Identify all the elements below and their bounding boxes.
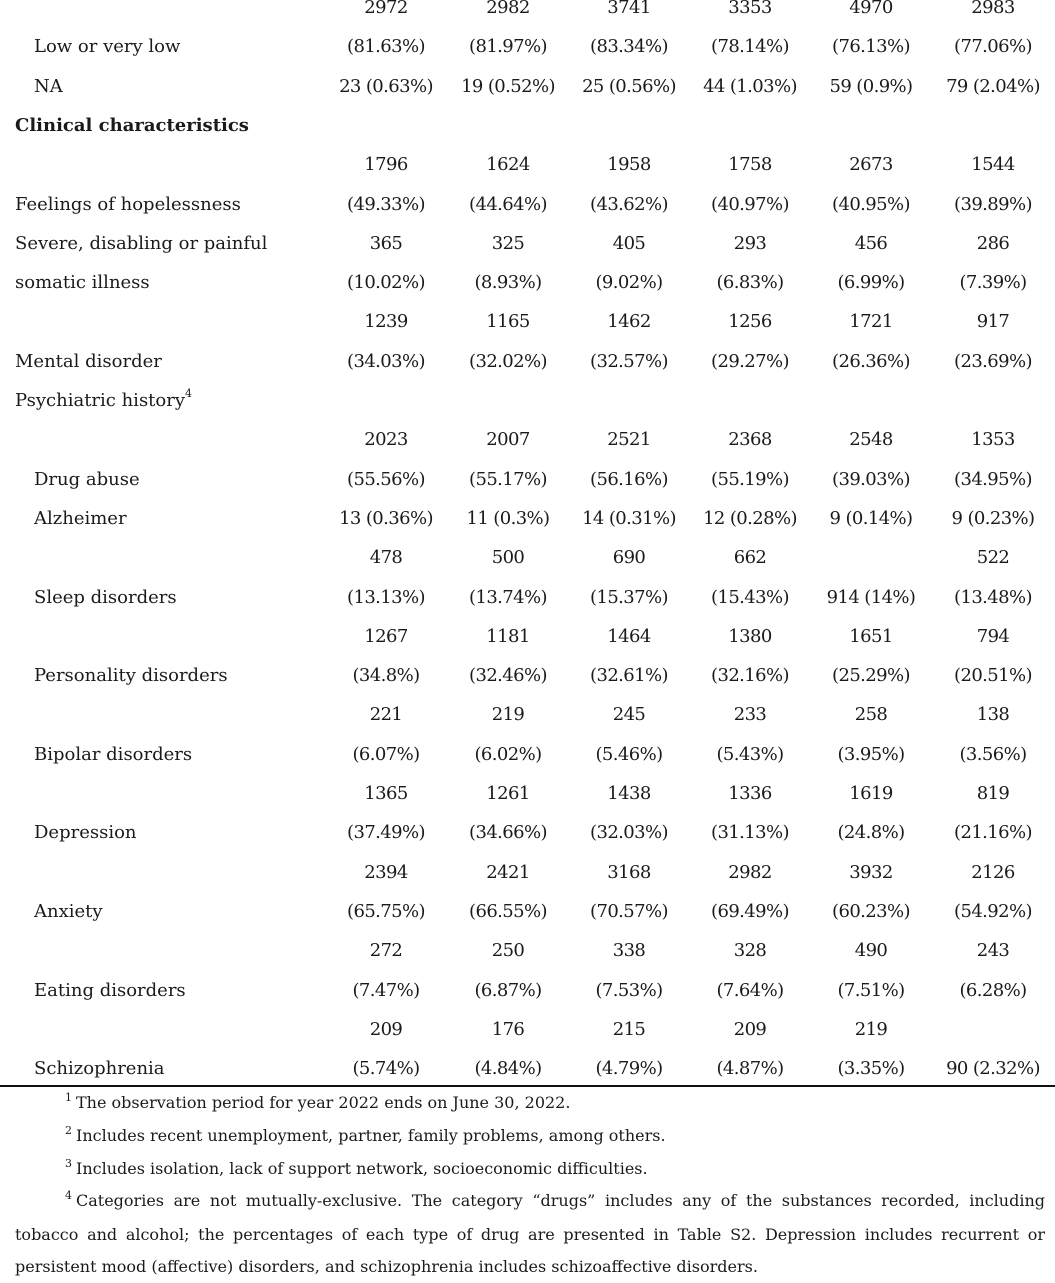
row-label-text: Feelings of hopelessness <box>15 193 241 215</box>
table-cell: 522 <box>976 547 1010 569</box>
table-cell: (15.37%) <box>590 586 668 608</box>
table-cell: (7.51%) <box>837 979 905 1001</box>
table-row <box>0 185 1055 224</box>
row-label <box>15 263 150 302</box>
table-cell: (5.43%) <box>716 743 784 765</box>
table-row <box>0 853 1055 892</box>
footnote-text: Categories are not mutually-exclusive. The category “drugs” includes any of the substances recorded, including tobacco and alcohol; the percentages of each type of drug are presented in Table S2. Depression includes recurrent or persistent mood (affective) disorders, and schizophrenia includes schizoaffective disorders. <box>15 1191 1045 1276</box>
table-cell: 1239 <box>364 311 408 333</box>
table-cell: 243 <box>976 940 1010 962</box>
table-row <box>0 1049 1055 1088</box>
table-cell: 258 <box>854 704 888 726</box>
row-label <box>34 27 180 66</box>
footnote-text: Includes recent unemployment, partner, family problems, among others. <box>76 1126 666 1145</box>
footnote-2 <box>65 1119 666 1154</box>
row-label-text: Schizophrenia <box>34 1058 165 1080</box>
table-cell: (3.35%) <box>837 1058 905 1080</box>
table-cell: 3168 <box>607 861 651 883</box>
table-cell: (34.95%) <box>954 468 1032 490</box>
table-row <box>0 735 1055 774</box>
table-cell: (77.06%) <box>954 36 1032 58</box>
table-cell: 2023 <box>364 429 408 451</box>
table-cell: 917 <box>976 311 1010 333</box>
row-label-text: NA <box>34 75 63 97</box>
table-row <box>0 420 1055 459</box>
table-cell: (13.74%) <box>469 586 547 608</box>
table-cell: (21.16%) <box>954 822 1032 844</box>
table-cell: (32.03%) <box>590 822 668 844</box>
table-cell: 2368 <box>728 429 772 451</box>
footnote-marker: 2 <box>65 1124 72 1137</box>
table-cell: (49.33%) <box>347 193 425 215</box>
table-cell: (76.13%) <box>832 36 910 58</box>
row-label-text: Drug abuse <box>34 468 140 490</box>
row-label <box>15 224 267 263</box>
table-cell: (4.79%) <box>595 1058 663 1080</box>
row-label-text: Anxiety <box>34 900 103 922</box>
table-cell: 245 <box>612 704 646 726</box>
table-cell: 176 <box>491 1018 525 1040</box>
table-cell: (34.8%) <box>352 665 420 687</box>
row-label <box>15 342 162 381</box>
table-cell: 12 (0.28%) <box>703 507 797 529</box>
table-cell: (34.66%) <box>469 822 547 844</box>
table-cell: (40.97%) <box>711 193 789 215</box>
table-cell: 1267 <box>364 625 408 647</box>
row-label <box>34 499 127 538</box>
table-cell: 1336 <box>728 783 772 804</box>
footnote-text: Includes isolation, lack of support network, socioeconomic difficulties. <box>76 1159 648 1178</box>
row-label <box>15 185 241 224</box>
table-cell: 1958 <box>607 154 651 176</box>
table-cell: 23 (0.63%) <box>339 75 433 97</box>
table-row <box>0 774 1055 813</box>
table-cell: (60.23%) <box>832 900 910 922</box>
table-cell: (6.28%) <box>959 979 1027 1001</box>
table-cell: (6.99%) <box>837 272 905 294</box>
table-row <box>0 0 1055 27</box>
table-cell: (25.29%) <box>832 665 910 687</box>
row-label-text: Eating disorders <box>34 979 186 1001</box>
table-cell: (44.64%) <box>469 193 547 215</box>
table-row <box>0 342 1055 381</box>
table-cell: 138 <box>976 704 1010 726</box>
table-cell: 4970 <box>849 0 893 18</box>
table-cell: 25 (0.56%) <box>582 75 676 97</box>
table-cell: (15.43%) <box>711 586 789 608</box>
table-cell: (34.03%) <box>347 350 425 372</box>
table-row <box>0 931 1055 970</box>
table-row <box>0 617 1055 656</box>
row-label <box>34 892 103 931</box>
table-cell: 2394 <box>364 861 408 883</box>
table-cell: 1462 <box>607 311 651 333</box>
table-cell: 490 <box>854 940 888 962</box>
row-label-text: Mental disorder <box>15 350 162 372</box>
table-cell: (7.47%) <box>352 979 420 1001</box>
footnote-reference: 4 <box>185 387 193 400</box>
table-cell: 1464 <box>607 625 651 647</box>
table-cell: 3353 <box>728 0 772 18</box>
table-cell: 2548 <box>849 429 893 451</box>
table-row <box>0 1010 1055 1049</box>
table-cell: 794 <box>976 625 1010 647</box>
table-cell: 79 (2.04%) <box>946 75 1040 97</box>
table-cell: (70.57%) <box>590 900 668 922</box>
table-cell: (37.49%) <box>347 822 425 844</box>
table-cell: 2982 <box>486 0 530 18</box>
table-cell: 456 <box>854 232 888 254</box>
table-cell: (32.16%) <box>711 665 789 687</box>
table-cell: 1544 <box>971 154 1015 176</box>
table-cell: 11 (0.3%) <box>466 507 550 529</box>
table-cell: 90 (2.32%) <box>946 1058 1040 1080</box>
table-cell: (39.03%) <box>832 468 910 490</box>
table-cell: (6.07%) <box>352 743 420 765</box>
table-row <box>0 813 1055 852</box>
table-cell: (83.34%) <box>590 36 668 58</box>
footnote-4 <box>15 1185 1045 1283</box>
table-cell: 2421 <box>486 861 530 883</box>
table-cell: 1181 <box>486 625 530 647</box>
table-cell: 1438 <box>607 783 651 804</box>
table-cell: 2673 <box>849 154 893 176</box>
row-label-text: somatic illness <box>15 272 150 294</box>
table-cell: 2126 <box>971 861 1015 883</box>
footnote-marker: 4 <box>65 1189 72 1202</box>
row-label <box>34 656 228 695</box>
table-cell: 233 <box>733 704 767 726</box>
table-cell: (7.53%) <box>595 979 663 1001</box>
table-cell: 250 <box>491 940 525 962</box>
table-cell: 405 <box>612 232 646 254</box>
table-cell: 14 (0.31%) <box>582 507 676 529</box>
table-cell: (24.8%) <box>837 822 905 844</box>
table-row <box>0 263 1055 302</box>
table-cell: 219 <box>854 1018 888 1040</box>
table-cell: 19 (0.52%) <box>461 75 555 97</box>
table-row <box>0 499 1055 538</box>
table-cell: (6.83%) <box>716 272 784 294</box>
table-cell: (56.16%) <box>590 468 668 490</box>
table-cell: (31.13%) <box>711 822 789 844</box>
table-cell: 1796 <box>364 154 408 176</box>
table-cell: (32.46%) <box>469 665 547 687</box>
table-cell: (40.95%) <box>832 193 910 215</box>
table-cell: 914 (14%) <box>826 586 916 608</box>
table-cell: 325 <box>491 232 525 254</box>
table-row <box>0 971 1055 1010</box>
table-cell: 819 <box>976 783 1010 804</box>
table-cell: (55.17%) <box>469 468 547 490</box>
table-cell: 328 <box>733 940 767 962</box>
table-row <box>0 695 1055 734</box>
table-row <box>0 224 1055 263</box>
table-cell: (3.56%) <box>959 743 1027 765</box>
row-label <box>34 971 186 1010</box>
table-cell: 44 (1.03%) <box>703 75 797 97</box>
table-cell: 219 <box>491 704 525 726</box>
table-row <box>0 27 1055 66</box>
table-cell: (55.19%) <box>711 468 789 490</box>
table-cell: (43.62%) <box>590 193 668 215</box>
table-cell: (32.61%) <box>590 665 668 687</box>
footnote-text: The observation period for year 2022 ends on June 30, 2022. <box>76 1093 571 1112</box>
table-row <box>0 145 1055 184</box>
table-cell: 338 <box>612 940 646 962</box>
table-cell: 1721 <box>849 311 893 333</box>
table-row <box>0 106 1055 145</box>
table-cell: 215 <box>612 1018 646 1040</box>
table-cell: (8.93%) <box>474 272 542 294</box>
table-cell: (7.64%) <box>716 979 784 1001</box>
table-cell: (23.69%) <box>954 350 1032 372</box>
table-cell: 1619 <box>849 783 893 804</box>
table-cell: 2521 <box>607 429 651 451</box>
table-cell: 286 <box>976 232 1010 254</box>
table-cell: 209 <box>733 1018 767 1040</box>
table-cell: 1353 <box>971 429 1015 451</box>
table-cell: 3932 <box>849 861 893 883</box>
table-cell: (54.92%) <box>954 900 1032 922</box>
row-label-text: Severe, disabling or painful <box>15 232 268 254</box>
table-row <box>0 67 1055 106</box>
row-label-text: Low or very low <box>34 36 181 58</box>
row-label <box>34 1049 165 1088</box>
table-cell: (9.02%) <box>595 272 663 294</box>
table-cell: (55.56%) <box>347 468 425 490</box>
table-cell: 293 <box>733 232 767 254</box>
table-cell: 272 <box>369 940 403 962</box>
table-cell: 9 (0.14%) <box>829 507 913 529</box>
table-cell: (32.02%) <box>469 350 547 372</box>
row-label <box>34 813 137 852</box>
row-label <box>34 67 63 106</box>
table-cell: (3.95%) <box>837 743 905 765</box>
table-cell: (20.51%) <box>954 665 1032 687</box>
table-cell: 500 <box>491 547 525 569</box>
table-cell: (5.74%) <box>352 1058 420 1080</box>
table-cell: 1365 <box>364 783 408 804</box>
footnote-marker: 1 <box>65 1091 72 1104</box>
table-cell: (4.87%) <box>716 1058 784 1080</box>
table-cell: 1380 <box>728 625 772 647</box>
table-cell: (7.39%) <box>959 272 1027 294</box>
table-cell: (66.55%) <box>469 900 547 922</box>
table-row <box>0 656 1055 695</box>
table-cell: 3741 <box>607 0 651 18</box>
table-cell: 2983 <box>971 0 1015 18</box>
footnote-marker: 3 <box>65 1157 72 1170</box>
table-cell: (6.02%) <box>474 743 542 765</box>
table-cell: (5.46%) <box>595 743 663 765</box>
row-label <box>34 735 192 774</box>
table-cell: (26.36%) <box>832 350 910 372</box>
table-cell: (69.49%) <box>711 900 789 922</box>
table-cell: 13 (0.36%) <box>339 507 433 529</box>
table-cell: 2972 <box>364 0 408 18</box>
table-cell: (4.84%) <box>474 1058 542 1080</box>
table-cell: 59 (0.9%) <box>829 75 913 97</box>
table-cell: 1165 <box>486 311 530 333</box>
table-cell: 690 <box>612 547 646 569</box>
table-row <box>0 578 1055 617</box>
table-cell: (6.87%) <box>474 979 542 1001</box>
footnote-3 <box>65 1152 648 1187</box>
table-cell: (10.02%) <box>347 272 425 294</box>
table-cell: 2007 <box>486 429 530 451</box>
table-row <box>0 538 1055 577</box>
table-cell: 365 <box>369 232 403 254</box>
table-cell: 1256 <box>728 311 772 333</box>
table-row <box>0 381 1055 420</box>
table-cell: 2982 <box>728 861 772 883</box>
row-label-text: Clinical characteristics <box>15 114 249 136</box>
table-cell: 1651 <box>849 625 893 647</box>
table-cell: 221 <box>369 704 403 726</box>
table-cell: (32.57%) <box>590 350 668 372</box>
table-cell: (13.48%) <box>954 586 1032 608</box>
row-label <box>34 460 140 499</box>
table-cell: (81.63%) <box>347 36 425 58</box>
table-row <box>0 302 1055 341</box>
table-cell: (39.89%) <box>954 193 1032 215</box>
row-label-text: Depression <box>34 822 137 844</box>
table-cell: 1758 <box>728 154 772 176</box>
table-cell: (78.14%) <box>711 36 789 58</box>
row-label-text: Personality disorders <box>34 665 228 687</box>
table-row <box>0 460 1055 499</box>
table-row <box>0 892 1055 931</box>
table-cell: 209 <box>369 1018 403 1040</box>
table-cell: 1624 <box>486 154 530 176</box>
table-cell: (65.75%) <box>347 900 425 922</box>
section-heading <box>15 106 249 145</box>
row-label-text: Alzheimer <box>34 507 127 529</box>
table-cell: 1261 <box>486 783 530 804</box>
row-label <box>15 381 192 420</box>
table-cell: (29.27%) <box>711 350 789 372</box>
row-label <box>34 578 177 617</box>
footnote-1 <box>65 1086 570 1121</box>
table-cell: 662 <box>733 547 767 569</box>
table-cell: (81.97%) <box>469 36 547 58</box>
table-cell: 9 (0.23%) <box>951 507 1035 529</box>
row-label-text: Psychiatric history <box>15 390 186 411</box>
row-label-text: Sleep disorders <box>34 586 177 608</box>
row-label-text: Bipolar disorders <box>34 743 193 765</box>
table-cell: 478 <box>369 547 403 569</box>
table-cell: (13.13%) <box>347 586 425 608</box>
